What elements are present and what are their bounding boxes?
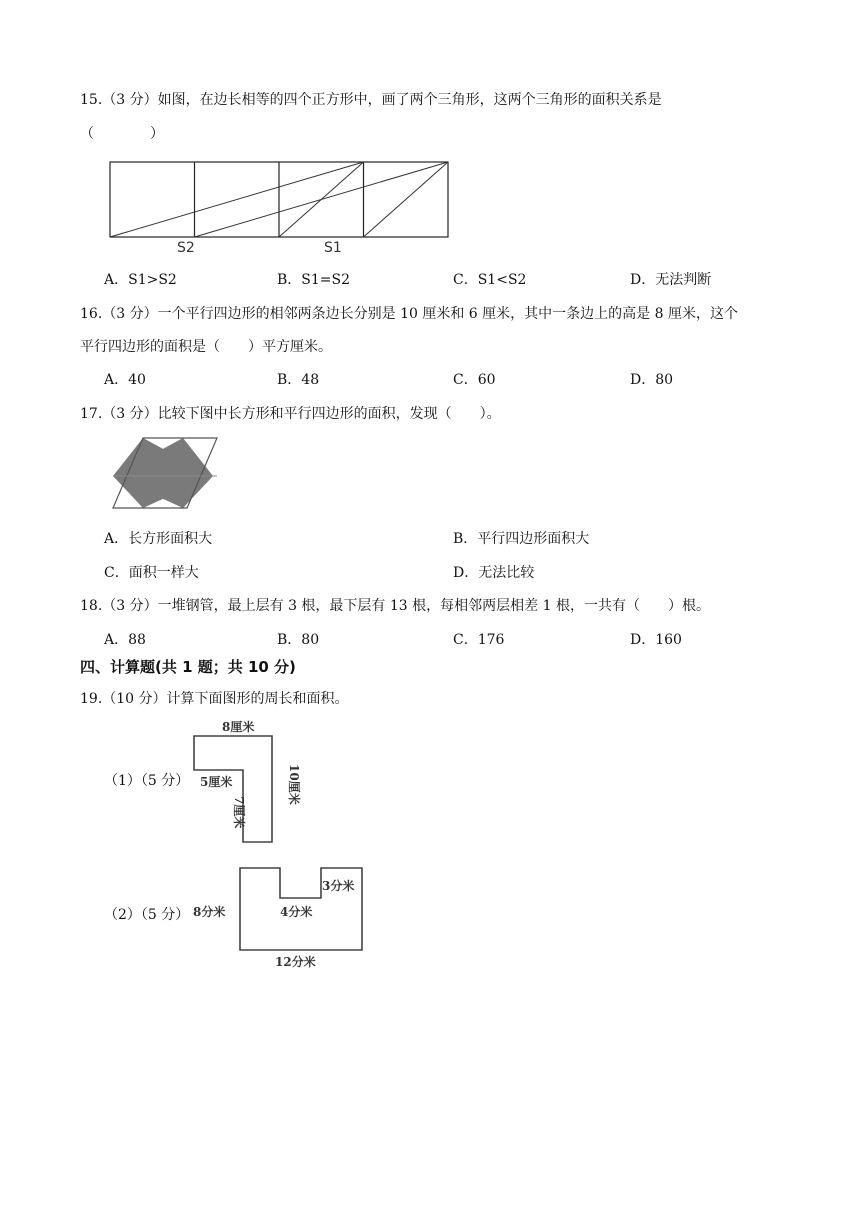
q15-option-d[interactable]: D．无法判断: [630, 272, 712, 288]
q17-option-a[interactable]: A．长方形面积大: [104, 531, 213, 547]
q19-part1-label: （1）（5 分）: [104, 773, 190, 789]
q16-text-line1: 16.（3 分）一个平行四边形的相邻两条边长分别是 10 厘米和 6 厘米，其中一条边上的高是 8 厘米，这个: [80, 306, 738, 322]
q15-option-b[interactable]: B．S1=S2: [277, 272, 351, 288]
q17-text: 17.（3 分）比较下图中长方形和平行四边形的面积，发现（ ）。: [80, 406, 501, 422]
section-four-title: 四、计算题(共 1 题；共 10 分): [80, 658, 296, 676]
fig1-label-top: 8厘米: [222, 720, 255, 734]
q19-figure-notched-rectangle: [190, 858, 370, 976]
q15-answer-blank: （ ）: [80, 126, 164, 142]
fig2-label-left: 8分米: [193, 905, 226, 919]
label-s2: S2: [177, 240, 195, 256]
q17-option-b[interactable]: B．平行四边形面积大: [453, 531, 590, 547]
fig2-label-bottom: 12分米: [275, 955, 316, 969]
fig1-label-bottom-left: 7厘米: [232, 796, 246, 829]
q17-option-c[interactable]: C．面积一样大: [104, 565, 199, 581]
fig1-label-inner: 5厘米: [200, 775, 233, 789]
q15-text: 15.（3 分）如图，在边长相等的四个正方形中，画了两个三角形，这两个三角形的面积关系是: [80, 92, 662, 108]
q17-option-d[interactable]: D．无法比较: [453, 565, 535, 581]
q16-option-c[interactable]: C．60: [453, 372, 496, 388]
q15-option-c[interactable]: C．S1<S2: [453, 272, 527, 288]
q15-option-a[interactable]: A．S1>S2: [104, 272, 177, 288]
fig2-label-notch: 4分米: [280, 905, 313, 919]
q18-option-b[interactable]: B．80: [277, 632, 320, 648]
q16-option-b[interactable]: B．48: [277, 372, 320, 388]
q19-part2-label: （2）（5 分）: [104, 907, 190, 923]
fig1-label-right: 10厘米: [287, 764, 301, 805]
q16-option-d[interactable]: D．80: [630, 372, 674, 388]
fig2-label-step: 3分米: [322, 879, 355, 893]
q17-figure-rectangle-parallelogram: [105, 438, 220, 513]
q18-option-c[interactable]: C．176: [453, 632, 505, 648]
q18-option-d[interactable]: D．160: [630, 632, 682, 648]
q18-text: 18.（3 分）一堆钢管，最上层有 3 根，最下层有 13 根，每相邻两层相差 1 根，一共有（ ）根。: [80, 598, 710, 614]
q18-option-a[interactable]: A．88: [104, 632, 146, 648]
q15-figure-squares-triangles: [100, 155, 460, 255]
q16-text-line2: 平行四边形的面积是（ ）平方厘米。: [80, 339, 332, 355]
q16-option-a[interactable]: A．40: [104, 372, 146, 388]
q19-figure-l-shape: [190, 714, 310, 849]
label-s1: S1: [324, 240, 342, 256]
q19-text: 19.（10 分）计算下面图形的周长和面积。: [80, 691, 349, 707]
